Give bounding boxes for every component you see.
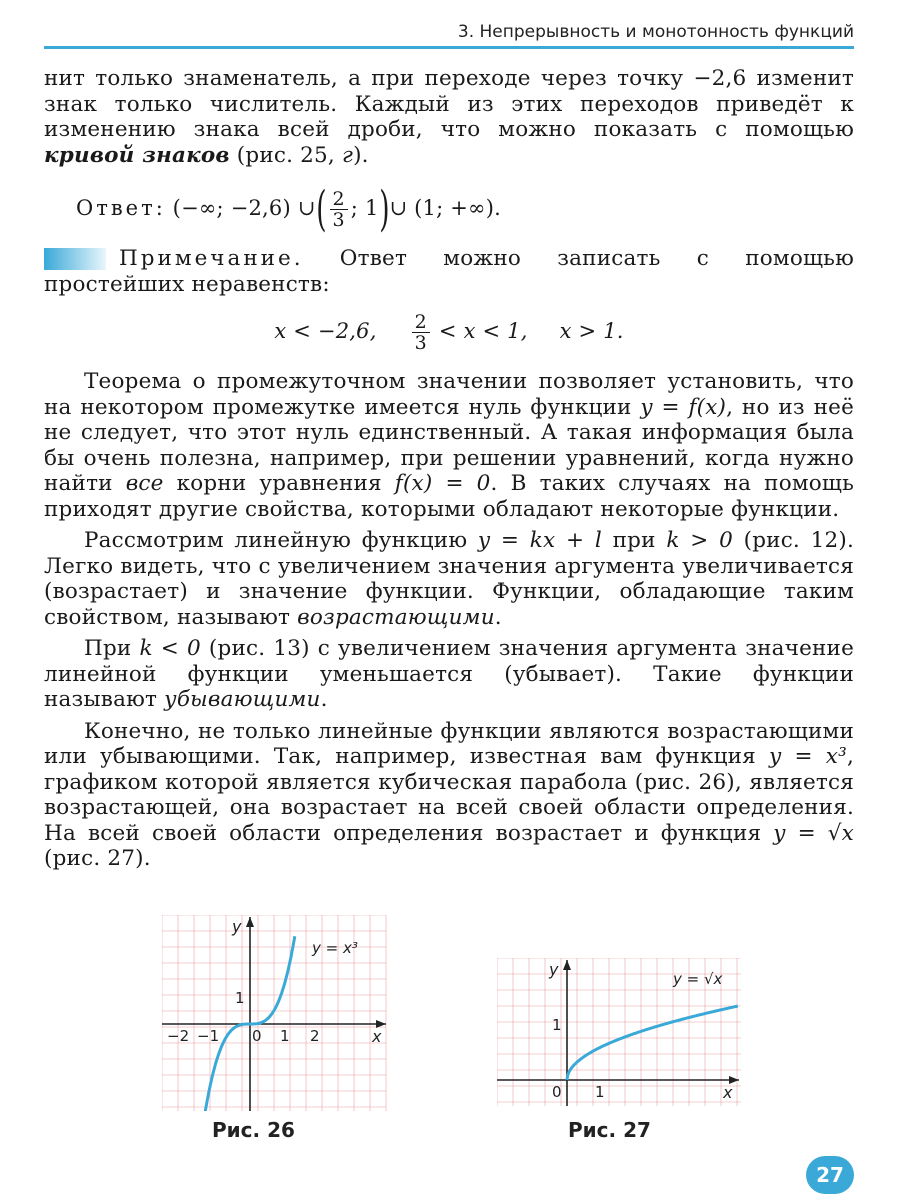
term-sign-curve: кривой знаков <box>44 142 230 168</box>
tick-y-one: 1 <box>235 989 245 1007</box>
figure-26-cubic <box>162 915 388 1111</box>
right-paren: ) <box>378 181 390 237</box>
answer-label: Ответ: <box>76 196 166 221</box>
tick-zero: 0 <box>252 1027 262 1045</box>
figure-27-caption: Рис. 27 <box>568 1118 651 1142</box>
y-axis-arrow-icon <box>563 960 571 970</box>
function-label: y = x³ <box>312 939 358 957</box>
left-paren: ( <box>315 181 327 237</box>
note-label: Примечание. <box>119 246 304 271</box>
chapter-title: 3. Непрерывность и монотонность функций <box>457 22 854 42</box>
term-increasing: возрастающими <box>297 604 495 630</box>
tick-one: 1 <box>280 1027 290 1045</box>
answer-fraction: $\frac{2}{3}$ <box>330 189 348 230</box>
tick-two: 2 <box>310 1027 320 1045</box>
tick-y-one: 1 <box>552 1016 562 1034</box>
note-marker-icon <box>44 248 106 270</box>
y-axis-arrow-icon <box>246 917 254 927</box>
formula-fraction: $\frac{2}{3}$ <box>412 312 430 353</box>
answer-line <box>76 182 854 236</box>
tick-one: 1 <box>595 1083 605 1101</box>
x-axis-label: x <box>372 1027 382 1046</box>
note-text: Ответ можно записать с помощью простейших неравенств: <box>44 246 854 297</box>
paragraph-increasing: Рассмотрим линейную функцию y = kx + l при k > 0 (рис. 12). Легко видеть, что с увеличением значения аргумента увеличивается (возрастает) и значение функции. Функции, обладающие таким свойством, называют возрастающими. <box>44 528 855 630</box>
paragraph-continuation: нит только знаменатель, а при переходе через точку −2,6 изменит знак только числитель. Каждый из этих переходов приведёт к изменению знака всей дроби, что можно показать с помощью кривой знаков (рис. 25, г). <box>44 66 854 168</box>
note-block <box>44 246 854 297</box>
tick-minus-1: −1 <box>197 1027 220 1045</box>
inequality-formula: x < −2,6, $\frac{2}{3}$ < x < 1, x > 1. <box>274 310 624 354</box>
x-axis-label: x <box>723 1083 733 1102</box>
tick-minus-2: −2 <box>167 1027 190 1045</box>
paragraph-examples: Конечно, не только линейные функции являются возрастающими или убывающими. Так, например, известная вам функция y = x³, графиком которой является кубическая парабола (рис. 26), является возрастающей, она возрастает на всей своей области определения. На всей своей области определения возрастает и функция y = √x (рис. 27). <box>44 718 855 871</box>
function-label: y = √x <box>673 970 723 988</box>
y-axis-label: y <box>549 960 559 979</box>
page-content <box>44 66 854 872</box>
tick-zero: 0 <box>552 1083 562 1101</box>
figure-26-caption: Рис. 26 <box>212 1118 295 1142</box>
figure-27-sqrt <box>497 958 741 1106</box>
term-decreasing: убывающими <box>164 687 321 712</box>
curve-sqrt <box>567 1006 738 1080</box>
answer-part1: (−∞; −2,6) ∪ <box>172 196 316 221</box>
answer-part3: ∪ (1; +∞). <box>389 196 501 221</box>
answer-part2: ; 1 <box>350 196 379 221</box>
page-number-badge: 27 <box>806 1156 854 1194</box>
paragraph-decreasing: При k < 0 (рис. 13) с увеличением значения аргумента значение линейной функции уменьшается (убывает). Такие функции называют убывающими. <box>44 636 855 712</box>
paragraph-theorem: Теорема о промежуточном значении позволяет установить, что на некотором промежутке имеется нуль функции y = f(x), но из неё не следует, что этот нуль единственный. А такая информация была бы очень полезна, например, при решении уравнений, когда нужно найти все корни уравнения f(x) = 0. В таких случаях на помощь приходят другие свойства, которыми обладают некоторые функции. <box>44 369 854 522</box>
y-axis-label: y <box>232 917 242 936</box>
chapter-header <box>44 20 854 49</box>
